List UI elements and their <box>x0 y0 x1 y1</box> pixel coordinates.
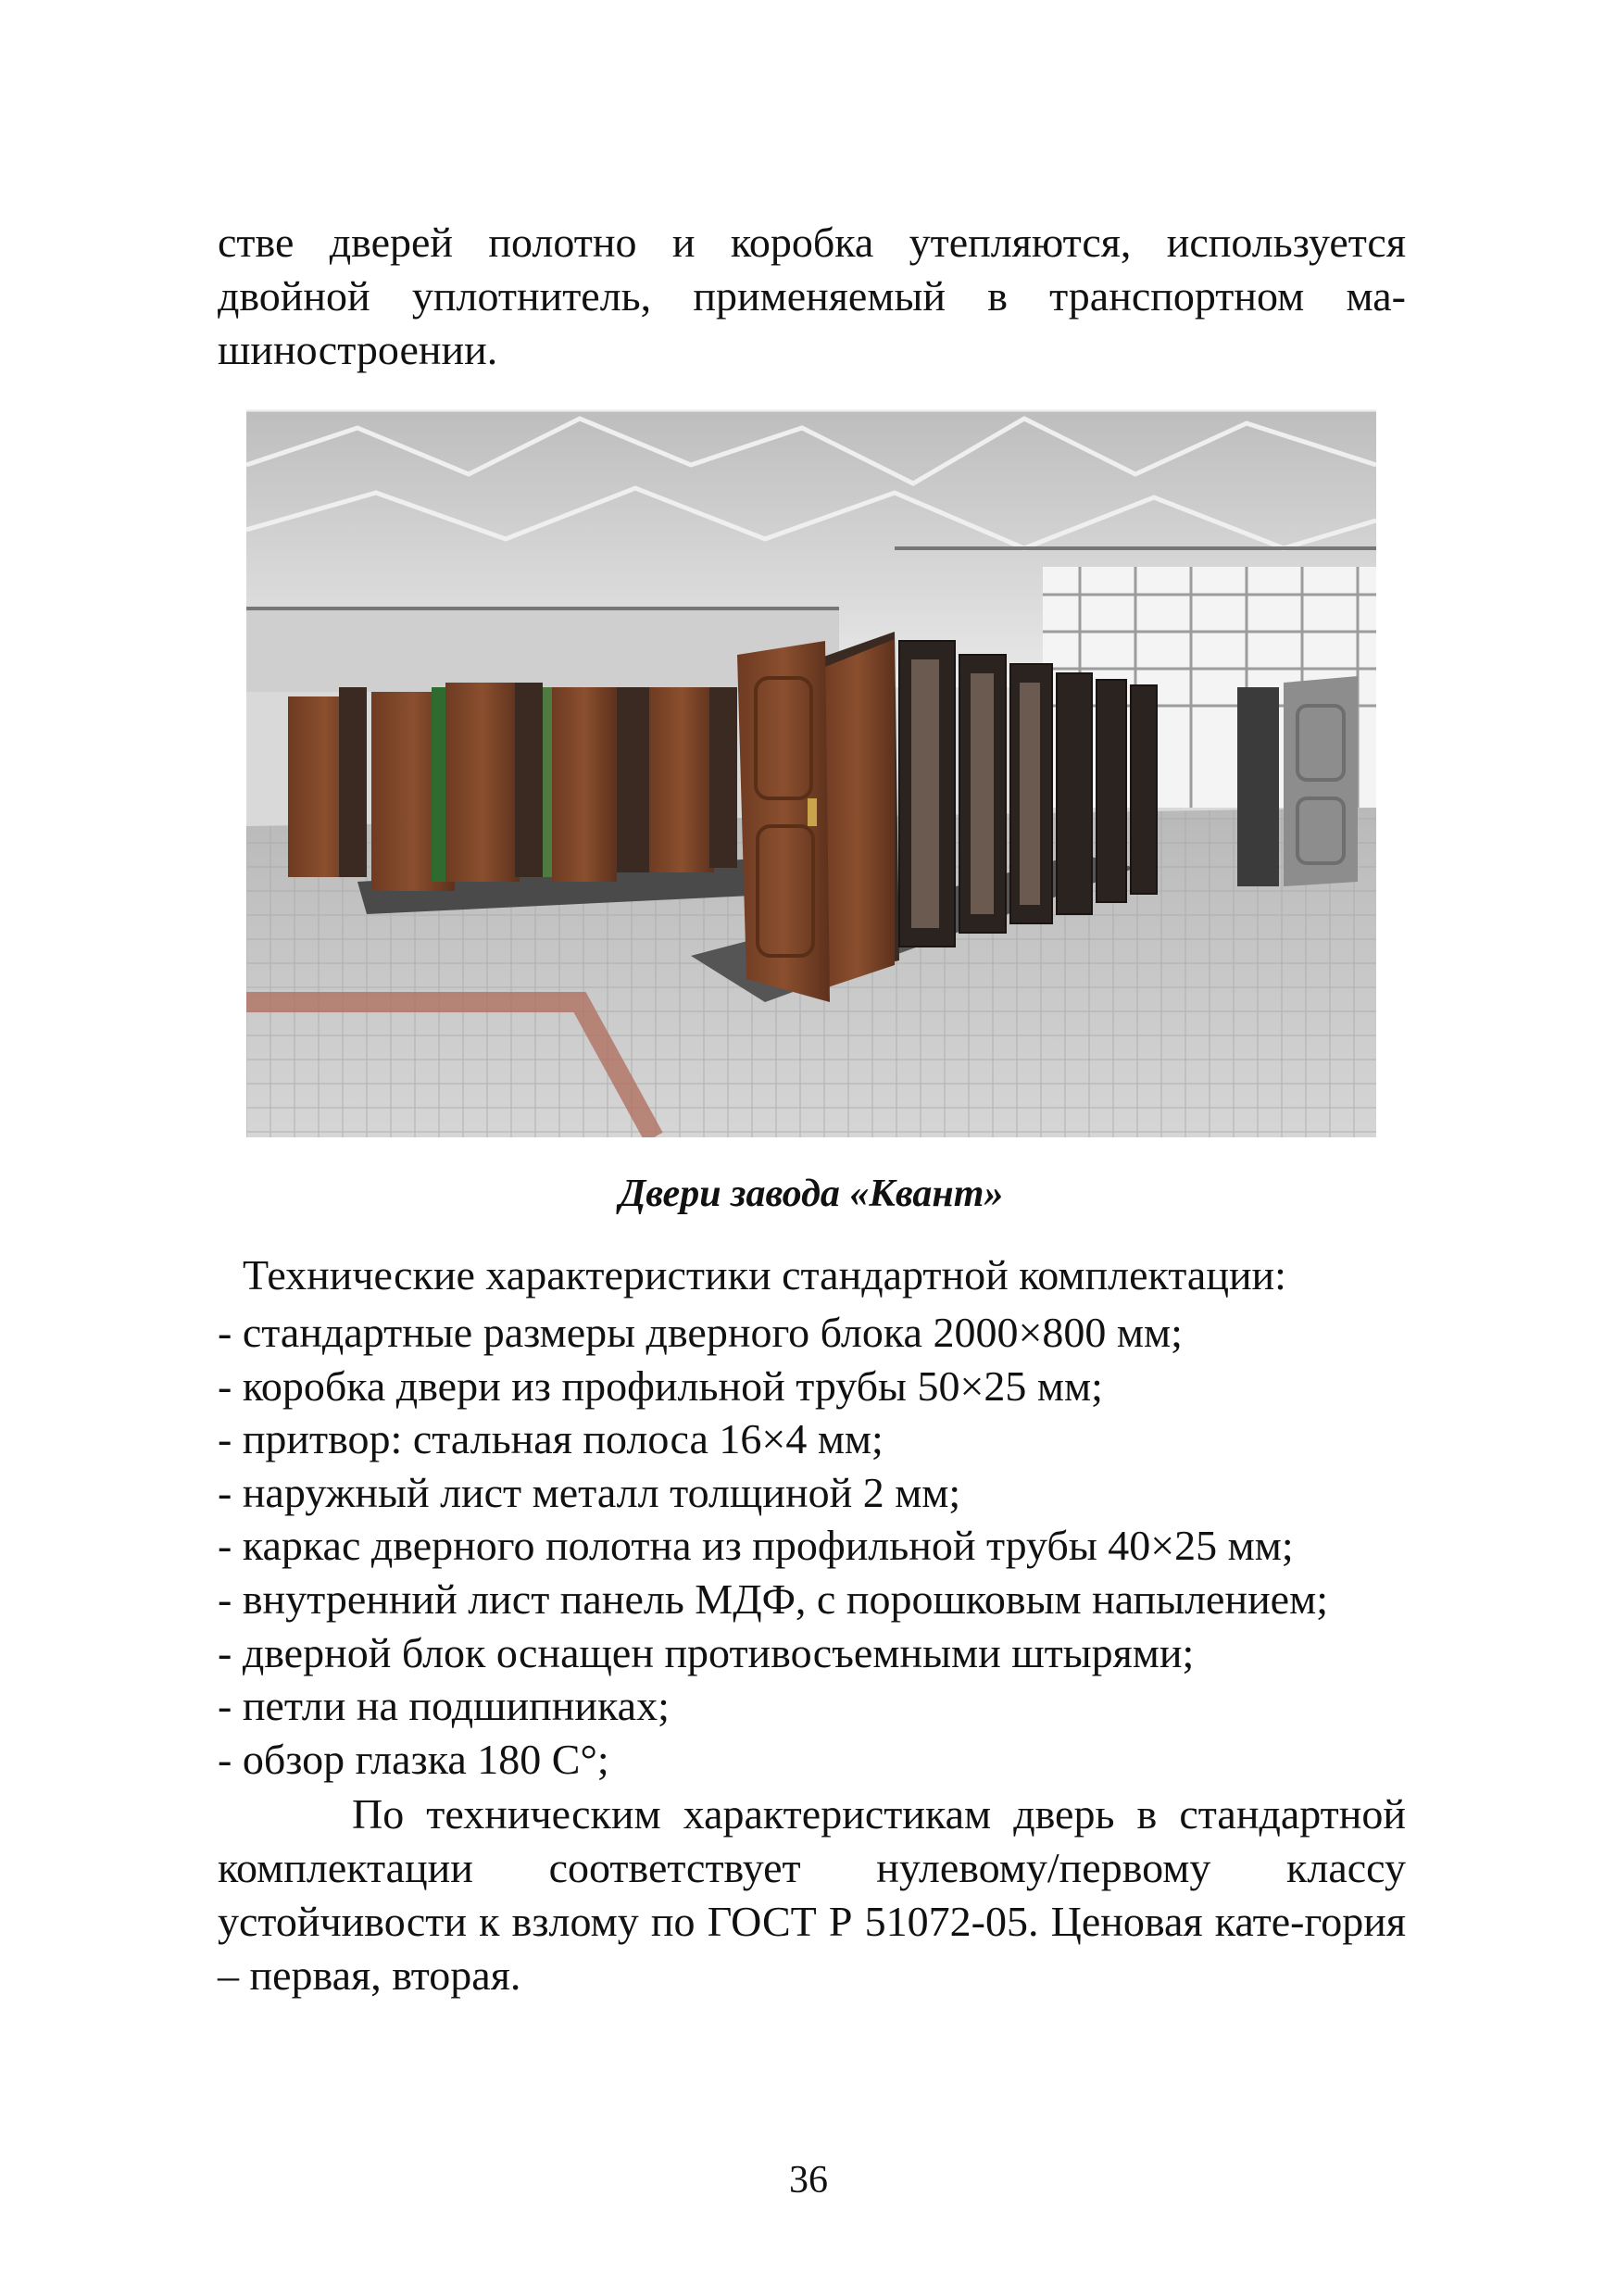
list-item: - наружный лист металл толщиной 2 мм; <box>218 1468 961 1516</box>
list-item: - притвор: стальная полоса 16×4 мм; <box>218 1415 884 1463</box>
figure-caption: Двери завода «Квант» <box>619 1173 1004 1215</box>
list-item: - обзор глазка 180 С°; <box>218 1735 609 1783</box>
conclusion-paragraph: По техническим характеристикам дверь в стандартной комплектации соответствует нулевому/первому классу устойчивости к взлому по ГОСТ Р 51072-05. Ценовая кате-гория – первая, вторая. <box>218 1790 1406 1999</box>
specs-title: Технические характеристики стандартной комплектации: <box>243 1251 1286 1299</box>
list-item: - внутренний лист панель МДФ, с порошковым напылением; <box>218 1575 1328 1623</box>
list-item: - петли на подшипниках; <box>218 1682 670 1730</box>
list-item: - каркас дверного полотна из профильной трубы 40×25 мм; <box>218 1522 1294 1570</box>
factory-doors-photo <box>246 409 1376 1137</box>
list-item: - коробка двери из профильной трубы 50×25 мм; <box>218 1361 1103 1410</box>
page-number: 36 <box>789 2159 828 2202</box>
intro-paragraph: стве дверей полотно и коробка утепляются, используется двойной уплотнитель, применяемый в транспортном ма-шиностроении. <box>218 219 1406 373</box>
list-item: - дверной блок оснащен противосъемными штырями; <box>218 1628 1195 1676</box>
list-item: - стандартные размеры дверного блока 2000×800 мм; <box>218 1309 1183 1356</box>
spec-list <box>218 1306 1328 1786</box>
